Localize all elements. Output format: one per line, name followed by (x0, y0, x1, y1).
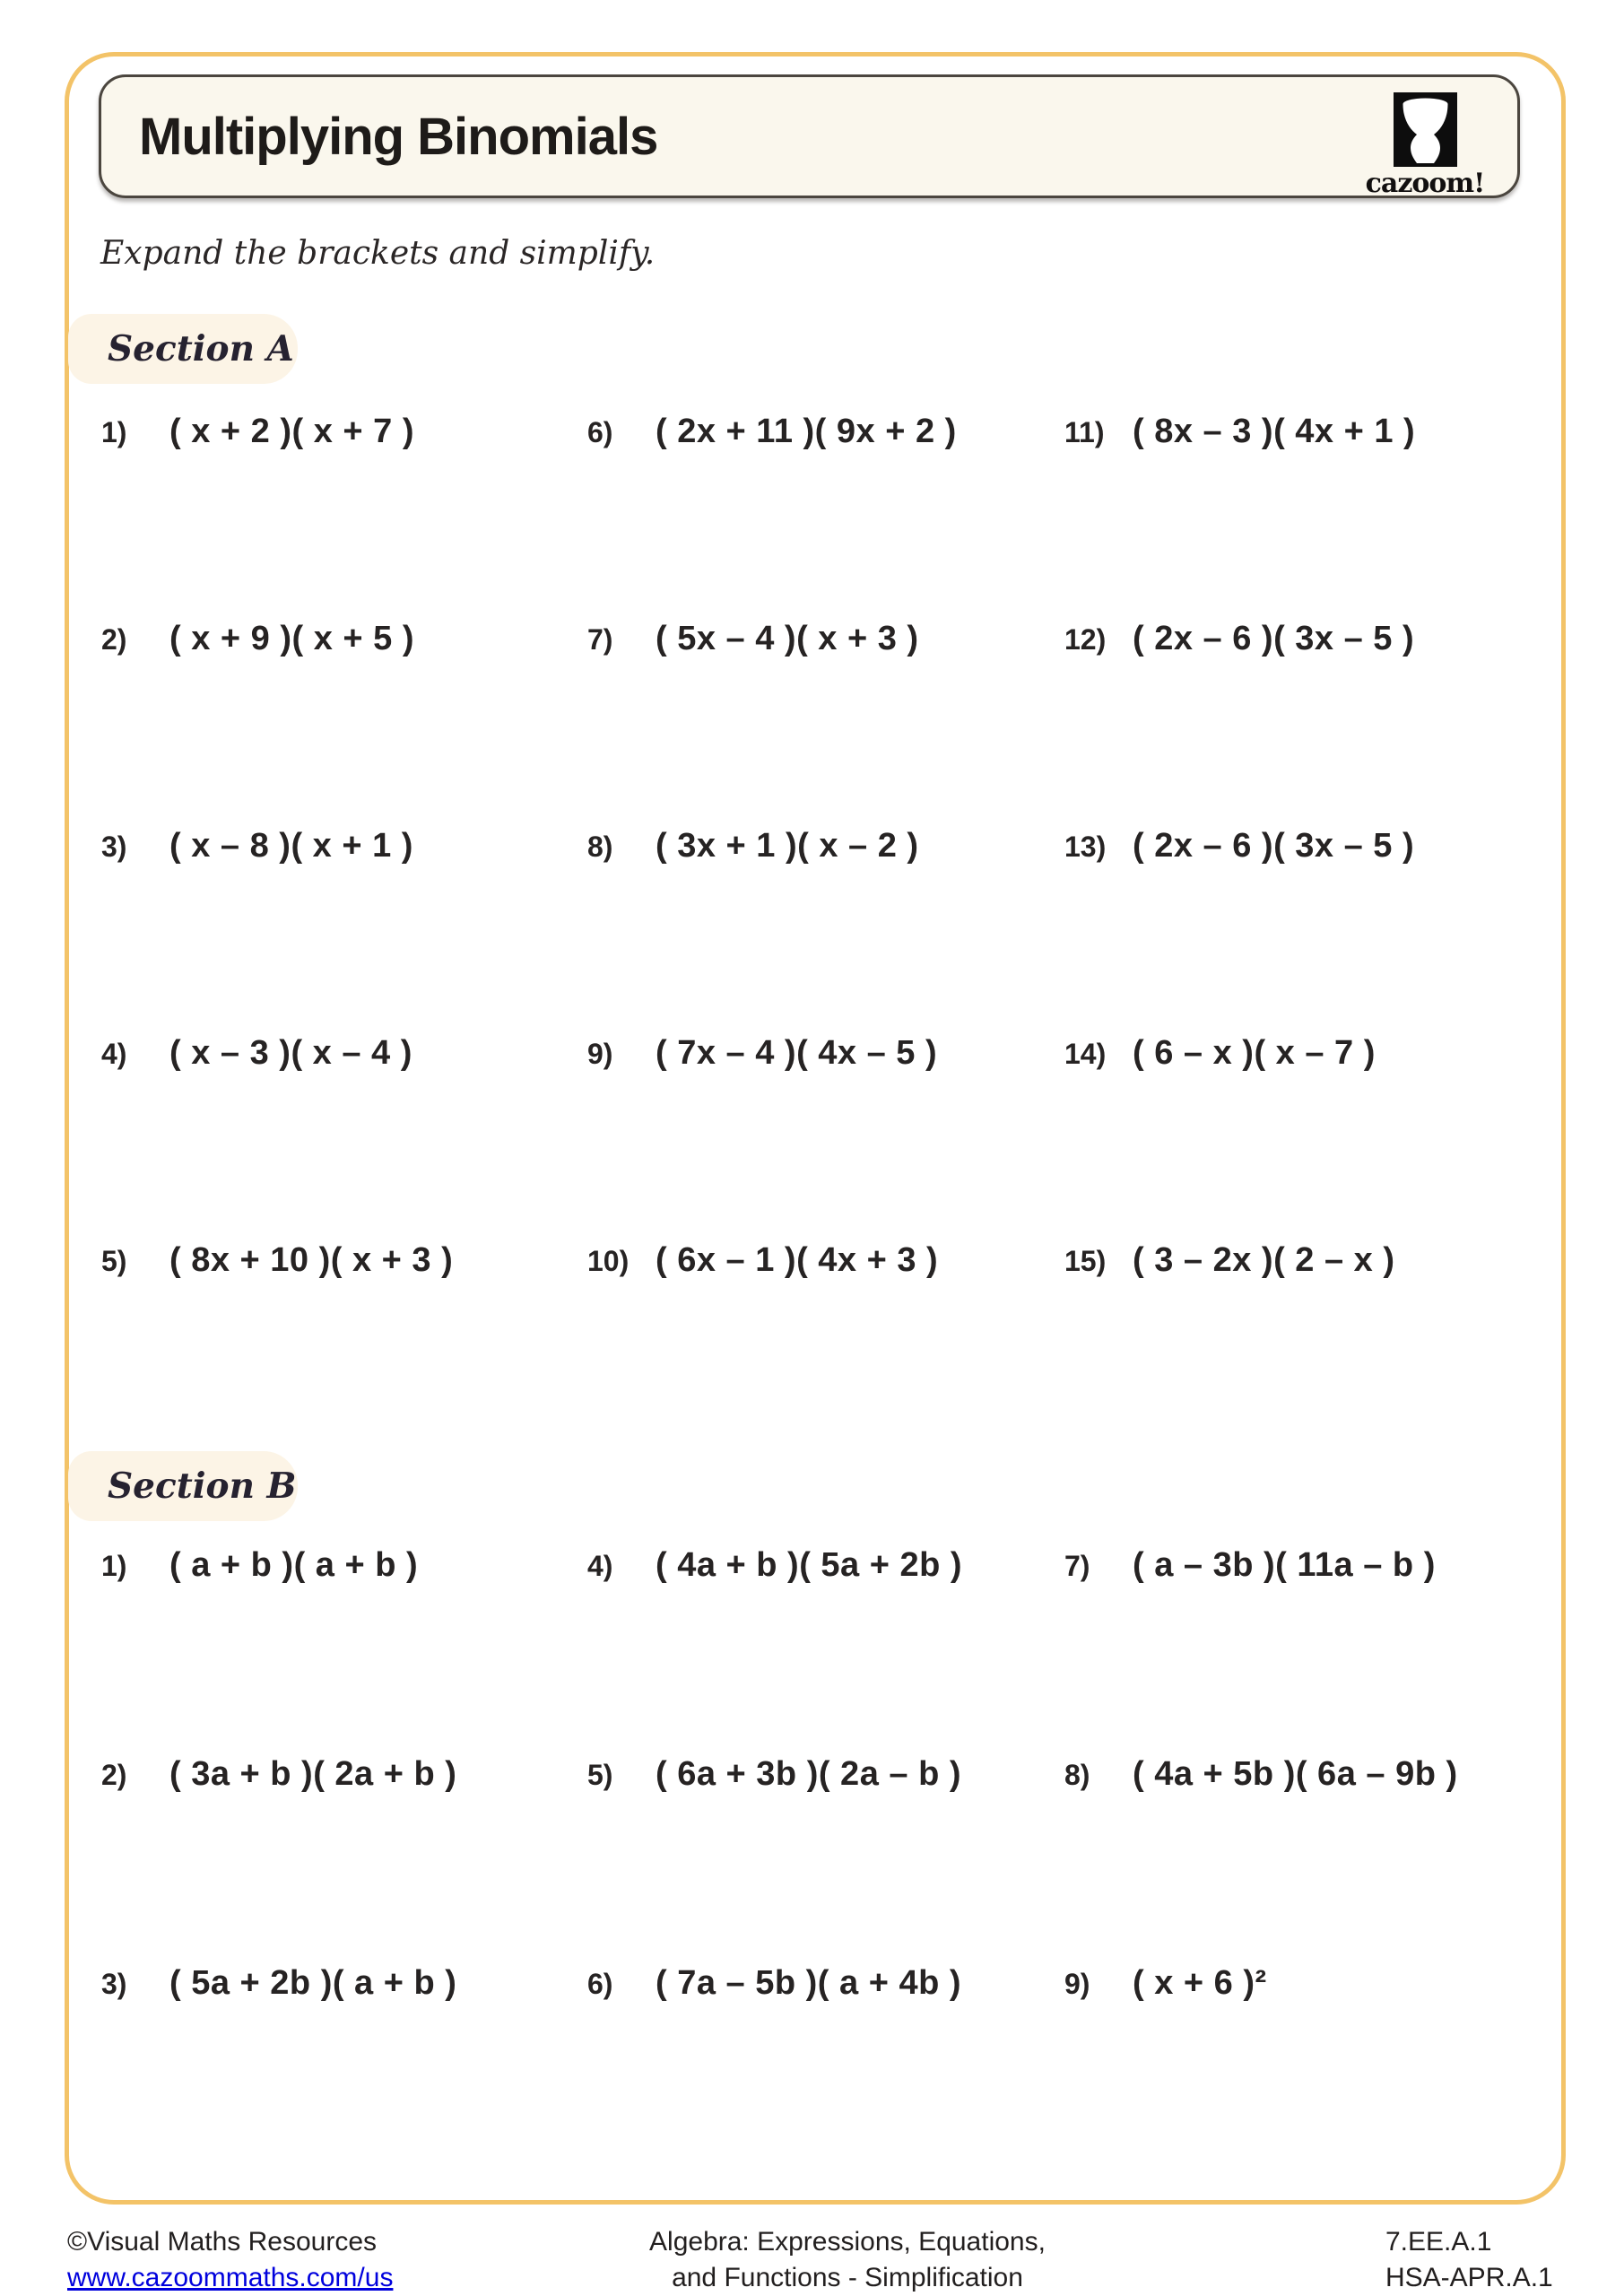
problem-expression: ( 8x – 3 )( 4x + 1 ) (1133, 413, 1416, 450)
section-a-label: Section A (108, 328, 294, 370)
problem-item (587, 1239, 1064, 1447)
problem-expression: ( 2x – 6 )( 3x – 5 ) (1133, 620, 1415, 657)
problem-item (101, 1753, 587, 1962)
problem-item (587, 1544, 1064, 1753)
footer-topic (534, 2224, 1161, 2296)
problem-item (101, 1962, 587, 2171)
problem-item (101, 1032, 587, 1239)
footer-left (67, 2224, 393, 2296)
cazoom-logo (1358, 92, 1492, 199)
problem-item (1064, 1962, 1552, 2171)
problem-number: 4) (587, 1550, 613, 1582)
problem-number: 13) (1064, 831, 1107, 863)
problem-number: 8) (587, 831, 613, 863)
problem-number: 1) (101, 1550, 127, 1582)
problem-number: 2) (101, 623, 127, 656)
section-a-problems (101, 411, 1552, 1447)
problem-item (587, 825, 1064, 1032)
problem-item (1064, 411, 1552, 618)
section-b-header (68, 1451, 298, 1521)
problem-expression: ( a + b )( a + b ) (169, 1546, 419, 1584)
problem-number: 7) (587, 623, 613, 656)
problem-item (1064, 1753, 1552, 1962)
problem-item (101, 411, 587, 618)
problem-number: 12) (1064, 623, 1107, 656)
problem-number: 9) (1064, 1968, 1090, 2000)
standard-code-2: HSA-APR.A.1 (1385, 2263, 1553, 2292)
problem-expression: ( 3a + b )( 2a + b ) (169, 1755, 457, 1793)
footer-standards (1385, 2224, 1553, 2296)
problem-number: 7) (1064, 1550, 1090, 1582)
website-link[interactable]: www.cazoommaths.com/us (67, 2263, 394, 2292)
problem-expression: ( x + 6 )² (1133, 1964, 1267, 2002)
logo-wordmark: cazoom! (1365, 168, 1485, 199)
problem-item (587, 411, 1064, 618)
problem-item (101, 825, 587, 1032)
problem-item (101, 618, 587, 825)
problem-row (101, 1962, 1552, 2171)
problem-expression: ( x + 2 )( x + 7 ) (169, 413, 414, 450)
problem-row (101, 825, 1552, 1032)
problem-expression: ( 4a + 5b )( 6a – 9b ) (1133, 1755, 1458, 1793)
problem-number: 6) (587, 416, 613, 448)
topic-line-1: Algebra: Expressions, Equations, (649, 2227, 1046, 2257)
problem-expression: ( a – 3b )( 11a – b ) (1133, 1546, 1436, 1584)
section-a-header (68, 314, 298, 384)
problem-expression: ( 8x + 10 )( x + 3 ) (169, 1241, 454, 1279)
problem-number: 8) (1064, 1759, 1090, 1791)
problem-expression: ( 3 – 2x )( 2 – x ) (1133, 1241, 1395, 1279)
section-b-problems (101, 1544, 1552, 2171)
problem-expression: ( 6 – x )( x – 7 ) (1133, 1034, 1376, 1072)
problem-expression: ( 7x – 4 )( 4x – 5 ) (656, 1034, 938, 1072)
problem-expression: ( x + 9 )( x + 5 ) (169, 620, 414, 657)
problem-row (101, 1032, 1552, 1239)
problem-expression: ( 2x + 11 )( 9x + 2 ) (656, 413, 957, 450)
instruction-text: Expand the brackets and simplify. (100, 235, 656, 272)
standard-code-1: 7.EE.A.1 (1385, 2227, 1492, 2257)
problem-expression: ( 6a + 3b )( 2a – b ) (656, 1755, 961, 1793)
title-box (99, 74, 1520, 198)
problem-number: 2) (101, 1759, 127, 1791)
problem-item (1064, 1544, 1552, 1753)
problem-number: 6) (587, 1968, 613, 2000)
topic-line-2: and Functions - Simplification (672, 2263, 1023, 2292)
problem-item (587, 618, 1064, 825)
problem-item (587, 1032, 1064, 1239)
problem-row (101, 1239, 1552, 1447)
problem-expression: ( x – 3 )( x – 4 ) (169, 1034, 413, 1072)
problem-number: 14) (1064, 1038, 1107, 1070)
problem-expression: ( 4a + b )( 5a + 2b ) (656, 1546, 963, 1584)
problem-expression: ( 7a – 5b )( a + 4b ) (656, 1964, 961, 2002)
problem-expression: ( 3x + 1 )( x – 2 ) (656, 827, 919, 865)
page-title: Multiplying Binomials (139, 107, 658, 166)
problem-item (587, 1753, 1064, 1962)
problem-row (101, 411, 1552, 618)
problem-expression: ( x – 8 )( x + 1 ) (169, 827, 413, 865)
problem-item (1064, 1032, 1552, 1239)
problem-row (101, 618, 1552, 825)
problem-number: 5) (587, 1759, 613, 1791)
drum-icon (1394, 92, 1457, 167)
problem-number: 3) (101, 1968, 127, 2000)
problem-expression: ( 6x – 1 )( 4x + 3 ) (656, 1241, 939, 1279)
problem-item (101, 1239, 587, 1447)
problem-item (101, 1544, 587, 1753)
section-b-label: Section B (108, 1465, 297, 1507)
problem-item (1064, 1239, 1552, 1447)
problem-number: 11) (1064, 416, 1105, 448)
problem-number: 15) (1064, 1245, 1107, 1277)
problem-item (1064, 618, 1552, 825)
problem-expression: ( 5a + 2b )( a + b ) (169, 1964, 457, 2002)
problem-number: 5) (101, 1245, 127, 1277)
problem-expression: ( 2x – 6 )( 3x – 5 ) (1133, 827, 1415, 865)
copyright-text: ©Visual Maths Resources (67, 2227, 378, 2257)
problem-number: 1) (101, 416, 127, 448)
problem-row (101, 1753, 1552, 1962)
problem-number: 3) (101, 831, 127, 863)
problem-item (1064, 825, 1552, 1032)
problem-number: 4) (101, 1038, 127, 1070)
problem-expression: ( 5x – 4 )( x + 3 ) (656, 620, 919, 657)
problem-item (587, 1962, 1064, 2171)
problem-number: 9) (587, 1038, 613, 1070)
problem-row (101, 1544, 1552, 1753)
problem-number: 10) (587, 1245, 630, 1277)
